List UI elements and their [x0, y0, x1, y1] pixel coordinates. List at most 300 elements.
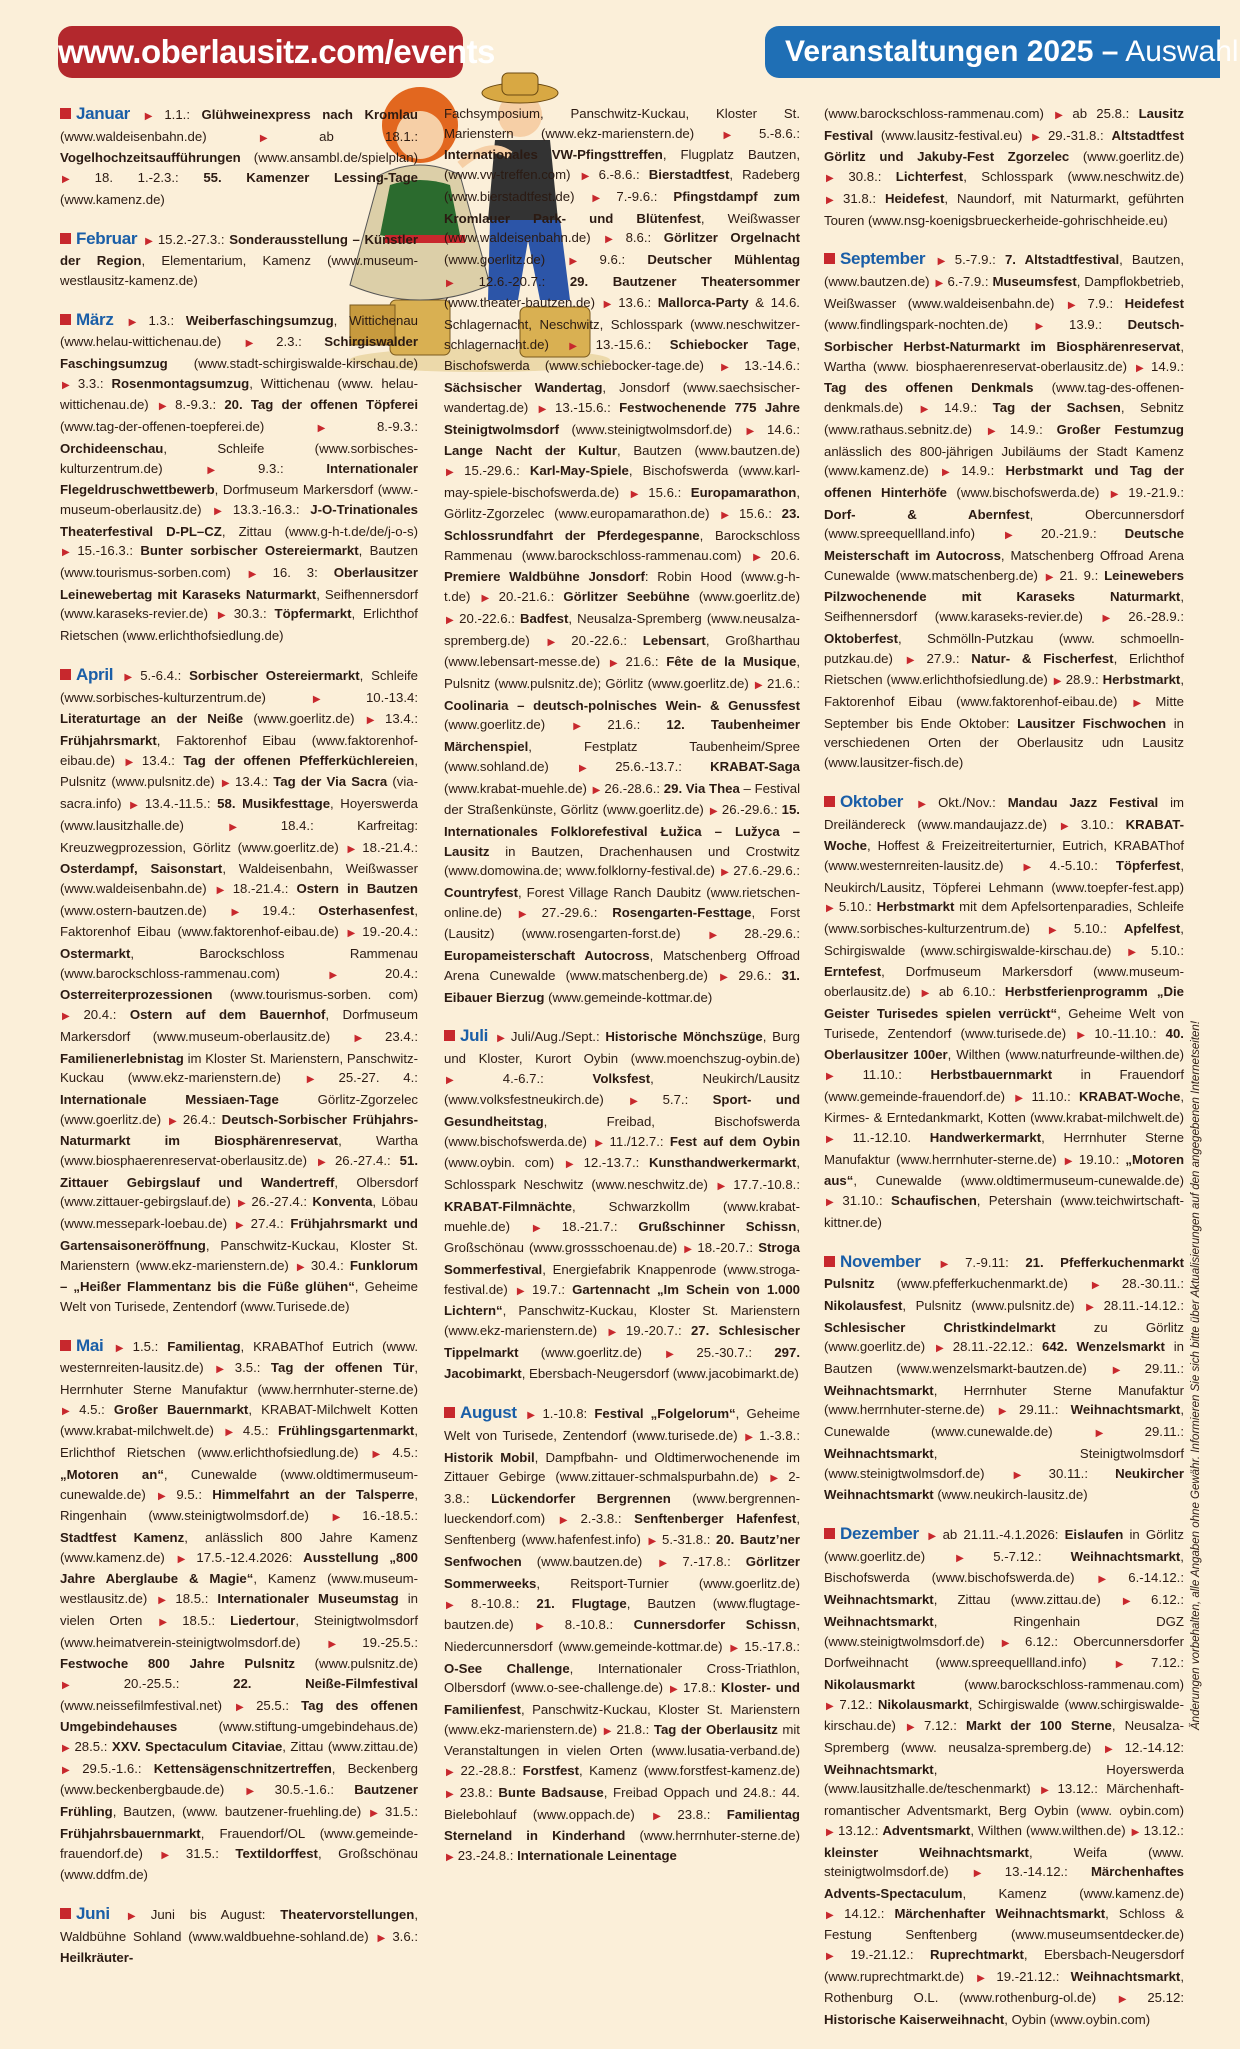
- event-details: , Ringenhain DGZ (www.steinigtwolmsdorf.de): [824, 1613, 1184, 1649]
- event-title: 642. Wenzelsmarkt: [1041, 1339, 1165, 1355]
- event-details: , Sebnitz (www.rathaus.sebnitz.de): [824, 400, 1184, 437]
- event-date: 13.-15.6.:: [555, 399, 620, 415]
- event-entry: [824, 169, 1184, 184]
- event-details: , anlässlich 800 Jahre Kamenz (www.kamenz.de): [60, 1530, 418, 1565]
- event-date: 30.11.:: [1048, 1465, 1116, 1481]
- event-title: 31. Eibauer Bierzug: [444, 967, 800, 1005]
- event-date: 21.6.:: [607, 717, 667, 733]
- event-date: 5.10.:: [1151, 942, 1184, 958]
- event-date: 21.6.:: [766, 675, 800, 691]
- event-title: Bunter sorbischer Ostereiermarkt: [140, 543, 359, 559]
- month-block-august: [444, 1403, 800, 1867]
- event-date: 1.-3.8.:: [758, 1427, 800, 1443]
- event-title: Adventsmarkt: [882, 1822, 971, 1838]
- event-entry: [60, 1907, 418, 1944]
- event-details: , KRABAT-Milchwelt Kotten (www.krabat-milchwelt.de): [60, 1401, 418, 1439]
- event-details: , Pulsnitz (www.pulsnitz.de): [902, 1297, 1085, 1313]
- event-title: Märchenhaftes Advents-Spectaculum: [824, 1864, 1185, 1901]
- event-title: Ruprechtmarkt: [930, 1947, 1024, 1963]
- event-date: 2.-3.8.:: [580, 1510, 635, 1526]
- event-details: , Dorfmuseum Markersdorf (www.museum-oberlausitz.de): [60, 1007, 418, 1044]
- event-title: Sport- und Gesundheitstag: [444, 1092, 800, 1130]
- event-date: 8.-10.8.:: [471, 1595, 537, 1611]
- event-date: 29.6.:: [738, 967, 782, 983]
- event-date: 19.-21.12.:: [850, 1947, 931, 1963]
- event-details: (www.neukirch-lausitz.de): [933, 1487, 1088, 1503]
- event-title: Deutsch-Sorbischer Herbst-Naturmarkt im Biosphärenreservat: [824, 317, 1184, 355]
- event-title: Rosengarten-Festtage: [612, 904, 752, 920]
- event-date: 27.9.:: [926, 650, 972, 666]
- event-date: 3.3.:: [77, 375, 112, 391]
- event-date: 17.5.-12.4.2026:: [196, 1549, 304, 1565]
- event-date: 7.-17.8.:: [682, 1554, 746, 1570]
- event-date: 15.-17.8.:: [744, 1638, 800, 1654]
- event-title: Himmelfahrt an der Talsperre: [212, 1486, 415, 1502]
- event-title: Osterhasenfest: [318, 902, 415, 918]
- event-title: Gartennacht „Im Schein von 1.000 Lichtern“: [444, 1281, 800, 1319]
- event-details: in vielen Orten: [60, 1591, 418, 1628]
- event-details: , Wilthen (www.naturfreunde-wilthen.de): [947, 1047, 1184, 1063]
- event-date: 26.-28.6.:: [604, 780, 664, 796]
- event-title: Tag der Via Sacra: [273, 774, 388, 790]
- event-details: , Cunewalde (www.oldtimermuseum-cunewalde.de): [853, 1173, 1184, 1189]
- event-title: Vogelhochzeitsaufführungen: [60, 150, 241, 166]
- event-title: Internationales VW-Pfingsttreffen: [444, 147, 663, 163]
- event-details: , Herrnhuter Sterne Manufaktur (www.herrnhuter-sterne.de): [824, 1130, 1184, 1167]
- event-details: , Schirgiswalde (www.schirgiswalde-kirschau.de): [824, 1696, 1184, 1734]
- event-date: 1.1.:: [164, 107, 202, 122]
- event-title: Heidefest: [884, 190, 945, 206]
- event-title: Weihnachtsmarkt: [824, 1592, 934, 1608]
- event-details: , Hoyerswerda (www.lausitzhalle.de/teschenmarkt): [824, 1761, 1184, 1797]
- event-date: 18.-21.4.:: [362, 839, 418, 855]
- event-entry: [60, 1739, 418, 1754]
- event-date: 8.-9.3.:: [175, 397, 225, 413]
- event-entry: [824, 1823, 1130, 1838]
- event-title: Görlitzer Orgelnacht: [663, 230, 800, 246]
- event-title: Karl-May-Spiele: [529, 462, 629, 478]
- event-title: Tag des offenen Umgebindehauses: [60, 1697, 418, 1735]
- event-title: Markt der 100 Sterne: [966, 1718, 1112, 1734]
- event-title: Apfelfest: [1123, 921, 1181, 937]
- event-title: Frühlingsgartenmarkt: [278, 1423, 415, 1439]
- month-block-juni: [60, 1904, 418, 1968]
- event-title: Frühjahrsmarkt und Gartensaisoneröffnung: [60, 1216, 418, 1253]
- event-title: Historische Mönchszüge: [605, 1029, 763, 1045]
- event-date: 25.5.:: [256, 1697, 302, 1713]
- event-title: Familientag Sterneland in Kinderhand: [444, 1806, 800, 1844]
- event-details: , Dampflokbetrieb, Weißwasser (www.waldeisenbahn.de): [824, 273, 1184, 311]
- event-title: Konventa: [312, 1194, 373, 1210]
- event-title: Fête de la Musique: [666, 654, 797, 670]
- event-details: , Bischofswerda (www.karl-may-spiele-bischofswerda.de): [444, 462, 800, 500]
- event-details: , Steinigtwolmsdorf (www.heimatverein-steinigtwolmsdorf.de): [60, 1612, 418, 1650]
- event-date: 4.-6.7.:: [502, 1070, 593, 1086]
- event-title: Mallorca-Party: [657, 295, 749, 311]
- event-title: Schlesischer Christkindelmarkt: [824, 1319, 1056, 1335]
- event-details: , Seifhennersdorf (www.karaseks-revier.de): [824, 589, 1184, 625]
- month-block-januar: [60, 104, 418, 210]
- event-date: 30.8.:: [848, 169, 896, 185]
- event-date: 5.-31.8.:: [662, 1532, 716, 1548]
- event-date: 20.4.:: [385, 965, 418, 981]
- month-block-juli: [444, 1026, 800, 1384]
- event-title: Deutsch-Sorbischer Frühjahrs-Naturmarkt im Biosphärenreservat: [60, 1111, 418, 1149]
- event-details: (www.theater-bautzen.de): [444, 295, 602, 311]
- event-title: Dorf- & Abernfest: [824, 506, 1030, 522]
- title-light: Auswahl: [1125, 35, 1239, 68]
- event-details: , Schleife (www.sorbisches-kulturzentrum.de): [60, 440, 418, 476]
- event-details: Karfreitag: Kreuzwegprozession, Görlitz (www.goerlitz.de): [60, 817, 418, 855]
- event-details: , Panschwitz-Kuckau, Kloster St. Marienstern (www.ekz-marienstern.de): [60, 1237, 418, 1273]
- event-details: (www.goerlitz.de): [444, 717, 572, 733]
- event-date: ab 21.11.-4.1.2026:: [942, 1527, 1065, 1542]
- event-date: 13.6.:: [618, 295, 658, 311]
- month-marker: [824, 796, 835, 807]
- event-details: – Festival der Straßenkünste, Görlitz (www.goerlitz.de): [444, 780, 800, 818]
- event-details: in Bautzen (www.wenzelsmarkt-bautzen.de): [824, 1339, 1184, 1377]
- month-marker: [60, 669, 71, 680]
- event-date: 18.5.:: [175, 1591, 218, 1607]
- event-date: 22.-28.8.:: [460, 1763, 523, 1779]
- event-details: , Schleife (www.sorbisches-kulturzentrum.de): [60, 667, 418, 705]
- event-details: , Faktorenhof Eibau (www.faktorenhof-eibau.de): [824, 672, 1184, 709]
- event-details: , Geheime Welt von Turisede, Zentendorf (www.Turisede.de): [60, 1279, 418, 1314]
- event-title: Historik Mobil: [444, 1449, 535, 1465]
- event-title: Orchideenschau: [60, 440, 164, 456]
- event-date: 23.8.:: [459, 1784, 499, 1800]
- event-date: 25.-30.7.:: [696, 1344, 775, 1360]
- event-details: (www.lausitz-festival.eu): [873, 127, 1031, 143]
- event-date: 5.10.:: [1073, 921, 1124, 937]
- event-details: , Schirgiswalde (www.schirgiswalde-kirschau.de): [824, 921, 1184, 958]
- event-details: , Hoffest & Freizeitreiterturnier, Eutrich, KRABAThof (www.westernreiten-lausitz.de): [824, 838, 1184, 873]
- event-title: 40. Oberlausitzer 100er: [824, 1025, 1184, 1063]
- event-details: in Bautzen, Drachenhausen und Crostwitz (www.domowina.de; www.folklorny-festival.de): [444, 843, 800, 879]
- event-date: 7.-9.11:: [965, 1254, 1026, 1270]
- event-date: 2.3.:: [276, 334, 325, 350]
- event-entry: [444, 1848, 677, 1863]
- event-title: Festwoche 800 Jahre Pulsnitz: [60, 1656, 295, 1672]
- event-title: Lange Nacht der Kultur: [444, 443, 617, 459]
- event-date: 18.5.:: [182, 1612, 231, 1628]
- url-banner[interactable]: www.oberlausitz.com/events: [58, 26, 463, 78]
- event-date: 28.-30.11.:: [1121, 1276, 1184, 1292]
- event-title: Weihnachtsmarkt: [824, 1761, 934, 1777]
- event-date: Mitte September bis Ende Oktober:: [824, 693, 1184, 731]
- event-title: Ausstellung „800 Jahre Aberglaube & Magie“: [60, 1549, 418, 1587]
- event-date: 11./12.7.:: [609, 1133, 670, 1149]
- month-heading: Februar: [76, 228, 138, 248]
- month-block-continued: [444, 104, 800, 1007]
- event-details: (www.goerlitz.de): [689, 589, 800, 605]
- event-details: , Internationaler Cross-Triathlon, Olbersdorf (www.o-see-challenge.de): [444, 1660, 800, 1696]
- event-date: 21. 9.:: [1059, 567, 1105, 583]
- event-details: (www.stiftung-umgebindehaus.de): [177, 1719, 418, 1735]
- event-details: , Wartha (www. biosphaerenreservat-oberlausitz.de): [824, 339, 1184, 374]
- event-title: 20. Bautz’ner Senfwochen: [444, 1532, 800, 1570]
- event-date: 27.4.:: [250, 1216, 291, 1232]
- event-date: 6.-14.12.:: [1128, 1570, 1184, 1586]
- event-date: 5.7.:: [662, 1092, 713, 1108]
- month-marker: [60, 1908, 71, 1919]
- event-date: 20.-22.6.:: [571, 632, 643, 648]
- month-heading: November: [840, 1251, 921, 1271]
- event-date: 7.12.:: [923, 1718, 966, 1734]
- event-details: , Faktorenhof Eibau (www.faktorenhof-eibau.de): [60, 732, 418, 768]
- event-date: 17.8.:: [683, 1680, 721, 1696]
- event-date: 31.10.:: [842, 1193, 892, 1209]
- event-details: (www.goerlitz.de): [518, 1344, 665, 1360]
- event-title: Herbstmarkt: [1102, 672, 1181, 688]
- event-title: Funklorum – „Heißer Flammentanz bis die Füße glühen“: [60, 1257, 418, 1295]
- event-details: im Kloster St. Marienstern, Panschwitz-Kuckau (www.ekz-marienstern.de): [60, 1050, 418, 1086]
- month-block-continued: [824, 104, 1184, 230]
- event-details: , Neukirch/Lausitz, Töpferei Lehmann (www.toepfer-fest.app): [824, 857, 1184, 895]
- event-details: , Waldeisenbahn, Weißwasser (www.waldeisenbahn.de): [60, 861, 419, 896]
- event-title: Bierstadtfest: [648, 167, 730, 183]
- event-details: , Dorfmuseum Markersdorf (www.museum-oberlausitz.de): [824, 964, 1184, 1000]
- event-date: 23.8.:: [677, 1806, 727, 1822]
- event-date: Okt./Nov.:: [938, 794, 1008, 810]
- event-date: 26.4.:: [182, 1111, 222, 1127]
- event-title: Lückendorfer Bergrennen: [491, 1491, 671, 1506]
- event-title: Natur- & Fischerfest: [971, 650, 1114, 666]
- event-title: Internationale Messiaen-Tage: [60, 1091, 279, 1107]
- event-title: Schiebocker Tage: [669, 336, 797, 352]
- event-details: , Neusalza-Spremberg (www.neusalza-spremberg.de): [444, 610, 800, 648]
- event-details: (www.goerlitz.de): [1069, 149, 1184, 165]
- month-marker: [60, 314, 71, 325]
- event-details: , Schlosspark (www.neschwitz.de): [963, 169, 1184, 185]
- event-details: , Burg und Kloster, Kurort Oybin (www.moenchszug-oybin.de): [444, 1029, 800, 1066]
- event-details: (www.barockschloss-rammenau.com): [824, 106, 1054, 121]
- event-details: (www.herrnhuter-sterne.de): [625, 1828, 800, 1844]
- month-heading: August: [460, 1403, 517, 1423]
- event-details: , Radeberg (www.bierstadtfest.de): [444, 167, 801, 204]
- event-title: Senftenberger Hafenfest: [634, 1510, 797, 1526]
- event-details: (www.stadt-schirgiswalde-kirschau.de): [167, 356, 418, 372]
- month-marker: [60, 1340, 71, 1351]
- event-details: , Zittau (www.zittau.de): [282, 1739, 418, 1755]
- event-details: , Cunewalde (www.oldtimermuseum-cunewalde.de): [60, 1466, 418, 1502]
- event-details: , Naundorf, mit Naturmarkt, geführten Touren (www.nsg-koenigsbrueckerheide-gohrischheide.eu): [824, 190, 1184, 228]
- event-details: , Herrnhuter Sterne Manufaktur (www.herrnhuter-sterne.de): [824, 1382, 1184, 1418]
- event-date: 27.-29.6.:: [541, 904, 613, 920]
- event-date: 19.-21.9.:: [1128, 484, 1184, 500]
- event-details: , Barockschloss Rammenau (www.barockschloss-rammenau.com): [60, 946, 418, 981]
- event-date: 14.9.:: [1151, 358, 1184, 374]
- event-date: 6.12.:: [1025, 1633, 1074, 1649]
- event-entry: [60, 170, 418, 207]
- event-details: (www.bergrennen-lueckendorf.com): [444, 1491, 800, 1526]
- event-title: Lebensart: [642, 632, 706, 648]
- event-title: Tag der offenen Tür: [270, 1360, 415, 1376]
- event-title: Glühweinexpress nach Kromlau: [201, 107, 418, 122]
- event-entry: [824, 106, 1053, 121]
- event-title: Badfest: [520, 610, 569, 626]
- month-heading: Juli: [460, 1026, 489, 1046]
- event-details: , Freibad Oppach und 24.8.: 44. Bielebohlauf (www.oppach.de): [444, 1784, 800, 1822]
- event-details: , Neukirch/Lausitz (www.volksfestneukirch.de): [444, 1070, 801, 1108]
- event-title: Lausitzer Fischwochen: [1017, 715, 1167, 731]
- month-block-mai: [60, 1336, 418, 1885]
- event-date: 28.11.-14.12.:: [1103, 1297, 1184, 1313]
- event-date: ab 25.8.:: [1072, 106, 1139, 121]
- event-details: , Beckenberg (www.beckenbergbaude.de): [60, 1760, 418, 1798]
- event-date: 29.11.:: [1019, 1402, 1071, 1418]
- page-title: [765, 26, 1239, 78]
- event-details: , Senftenberg (www.hafenfest.info): [444, 1510, 800, 1548]
- event-date: 4.5.:: [79, 1401, 114, 1417]
- event-date: 5.-8.6.:: [758, 125, 800, 141]
- event-title: Lichterfest: [895, 169, 964, 185]
- event-title: 55. Kamenzer Lessing-Tage: [203, 170, 418, 186]
- event-title: Heidefest: [1124, 295, 1184, 311]
- column-3: [824, 104, 1184, 2049]
- event-date: ab 18.1.:: [319, 128, 418, 144]
- event-date: 15.6.:: [738, 506, 782, 522]
- event-title: Oktoberfest: [824, 630, 899, 646]
- month-block-dezember: [824, 1524, 1184, 2030]
- event-title: Oberlausitzer Leinewebertag mit Karaseks Naturmarkt: [60, 565, 418, 602]
- event-details: in verschiedenen Orten der Oberlausitz udn Lausitz (www.lausitzer-fisch.de): [824, 715, 1184, 771]
- event-title: 15. Internationales Folklorefestival Łužica – Lužyca – Lausitz: [444, 802, 800, 859]
- event-title: Ostern auf dem Bauernhof: [129, 1007, 326, 1023]
- event-title: Herbstbauernmarkt: [930, 1066, 1053, 1082]
- event-date: 4.-5.10.:: [1049, 857, 1116, 873]
- month-heading: Januar: [76, 104, 130, 123]
- event-date: ab 6.10.:: [938, 984, 1005, 1000]
- event-title: Herbstmarkt und Tag der offenen Hinterhöfe: [824, 463, 1184, 500]
- event-details: (www.findlingspark-nochten.de): [824, 317, 1034, 333]
- event-details: (www.oybin. com): [444, 1155, 564, 1171]
- event-title: Tag der offenen Pfefferküchlereien: [183, 752, 415, 768]
- event-title: 58. Musikfesttage: [217, 796, 331, 812]
- event-date: 18.-21.4.:: [232, 880, 297, 896]
- event-details: , Panschwitz-Kuckau, Kloster St. Marienstern (www.ekz-marienstern.de): [444, 1303, 800, 1339]
- event-title: Deutsche Meisterschaft im Autocross: [824, 526, 1184, 564]
- event-date: 8.6.:: [625, 230, 664, 246]
- event-details: mit dem Apfelsortenparadies, Schleife (www.sorbisches-kulturzentrum.de): [824, 899, 1184, 937]
- event-date: 11.10.:: [862, 1066, 931, 1082]
- event-details: mit Veranstaltungen in vielen Orten (www.lusatia-verband.de): [444, 1721, 800, 1759]
- event-details: , Obercunnersdorf (www.spreequellland.info): [824, 506, 1184, 542]
- event-date: 13.-14.12.:: [1004, 1864, 1091, 1880]
- event-date: 12.-13.7.:: [583, 1155, 650, 1171]
- event-date: 20.-25.5.:: [123, 1675, 234, 1691]
- event-date: 11.-12.10.: [852, 1130, 930, 1146]
- event-details: im Dreiländereck (www.mandaujazz.de): [824, 794, 1184, 832]
- event-title: Rosenmontagsumzug: [111, 375, 250, 391]
- event-details: , Schwarzkollm (www.krabat-muehle.de): [444, 1198, 800, 1234]
- column-1: [60, 104, 418, 1987]
- event-date: 31.5.:: [185, 1845, 236, 1861]
- event-date: 20.4.:: [83, 1007, 130, 1023]
- event-title: 51. Zittauer Gebirgslauf und Wandertreff: [60, 1153, 418, 1190]
- event-title: KRABAT-Saga: [710, 758, 800, 774]
- event-date: 1.-10.8:: [542, 1406, 595, 1422]
- event-details: in Frauendorf (www.gemeinde-frauendorf.de): [824, 1066, 1184, 1104]
- event-date: 23.4.:: [385, 1028, 418, 1044]
- event-title: Weihnachtsmarkt: [824, 1445, 934, 1461]
- event-title: Bautzener Frühling: [60, 1782, 418, 1820]
- event-title: Osterreiterprozessionen: [60, 987, 213, 1003]
- month-block-april: [60, 665, 418, 1317]
- event-date: 14.9.:: [944, 400, 993, 416]
- event-details: (www.krabat-muehle.de): [444, 780, 591, 796]
- event-title: O-See Challenge: [444, 1660, 570, 1676]
- event-date: 3.10.:: [1080, 816, 1126, 832]
- event-details: in Görlitz (www.goerlitz.de): [824, 1527, 1184, 1564]
- event-details: , Matschenberg Offroad Arena Cunewalde (www.matschenberg.de): [444, 948, 800, 983]
- event-title: KRABAT-Woche: [1078, 1088, 1181, 1104]
- event-title: Deutscher Mühlentag: [647, 251, 800, 267]
- event-details: (www.pulsnitz.de): [294, 1656, 418, 1672]
- month-marker: [60, 233, 71, 244]
- month-marker: [824, 253, 835, 264]
- event-title: Großer Festumzug: [1056, 421, 1184, 437]
- event-details: , Görlitz-Zgorzelec (www.europamarathon.de): [444, 484, 800, 522]
- event-date: 10.-13.4:: [365, 689, 418, 705]
- event-details: (www.goerlitz.de): [444, 251, 568, 267]
- event-title: Volksfest: [592, 1070, 651, 1086]
- column-2: [444, 104, 800, 1887]
- event-title: Frühjahrsbauernmarkt: [60, 1825, 201, 1841]
- event-date: 29.-31.8.:: [1047, 127, 1112, 143]
- event-title: Literaturtage an der Neiße: [60, 711, 244, 727]
- event-date: 18.-20.7.:: [697, 1240, 759, 1256]
- event-date: 26.-29.6.:: [721, 802, 782, 818]
- event-details: , Kamenz (www.forstfest-kamenz.de): [579, 1763, 800, 1779]
- month-heading: Oktober: [840, 791, 904, 811]
- event-title: Lausitz Festival: [824, 106, 1184, 143]
- event-title: Internationaler Flegeldruschwettbewerb: [60, 460, 418, 498]
- month-block-oktober: [824, 792, 1184, 1233]
- event-date: 31.8.:: [843, 190, 885, 206]
- event-title: 12. Taubenheimer Märchenspiel: [444, 717, 800, 755]
- event-details: , Dampfbahn- und Oldtimerwochenende im Zittauer Gebirge (www.zittauer-schmalspurbahn.de): [444, 1449, 800, 1485]
- event-details: , Weifa (www. steinigtwolmsdorf.de): [824, 1844, 1184, 1880]
- event-date: 28.-29.6.:: [744, 926, 800, 942]
- event-details: (www.bautzen.de): [521, 1554, 658, 1570]
- event-date: 19.10.:: [1078, 1151, 1126, 1167]
- event-title: KRABAT-Woche: [824, 816, 1184, 854]
- event-details: , Wittichenau (www.helau-wittichenau.de): [60, 312, 419, 350]
- event-title: 29. Bautzener Theatersommer: [569, 273, 800, 289]
- event-title: Görlitzer Seebühne: [563, 589, 690, 605]
- event-title: Görlitzer Sommerweeks: [444, 1554, 800, 1591]
- event-date: 28.11.-22.12.:: [952, 1339, 1042, 1355]
- event-date: 6.-8.6.:: [598, 167, 649, 183]
- event-title: Kettensägenschnitzertreffen: [153, 1760, 332, 1776]
- event-date: 13.-15.6.:: [595, 336, 670, 352]
- event-date: 3.5.:: [234, 1360, 271, 1376]
- event-title: Europamarathon: [690, 484, 797, 500]
- event-title: Weiberfaschingsumzug: [185, 312, 334, 328]
- event-date: 18. 1.-2.3.:: [94, 170, 204, 186]
- event-title: Stadtfest Kamenz: [60, 1530, 185, 1545]
- event-date: 13.12.:: [1143, 1822, 1184, 1838]
- event-title: Bunte Badsause: [498, 1784, 604, 1800]
- event-title: Countryfest: [444, 885, 518, 901]
- event-title: Liedertour: [230, 1612, 296, 1628]
- event-date: 7.-9.6.:: [616, 188, 674, 204]
- event-title: Erntefest: [824, 964, 882, 980]
- event-date: 20.-21.9.:: [1040, 526, 1125, 542]
- event-date: 23.-24.8.:: [457, 1847, 518, 1863]
- event-title: 23. Schlossrundfahrt der Pferdegespanne: [444, 506, 800, 544]
